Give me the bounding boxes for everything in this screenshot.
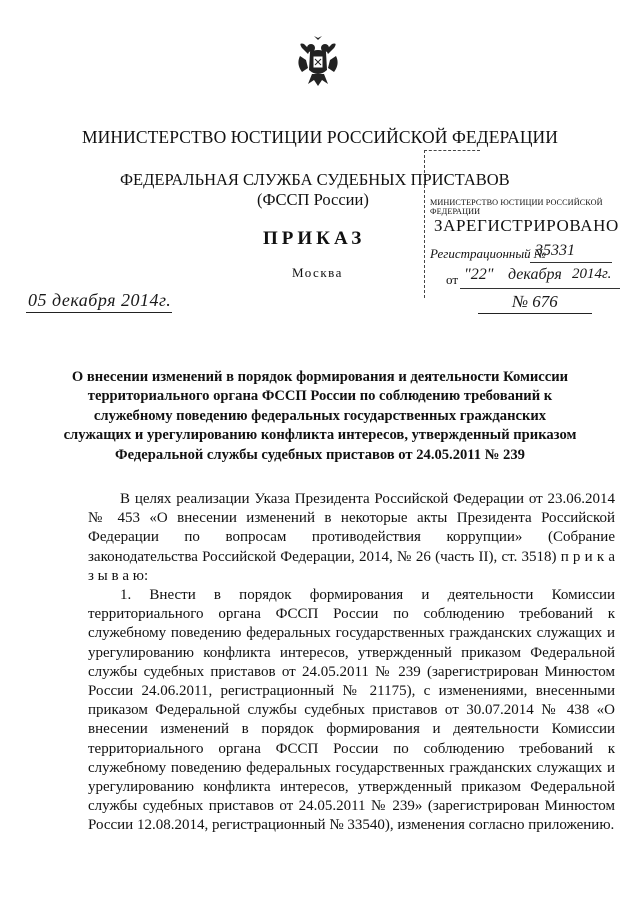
service-abbreviation: (ФССП России) <box>257 190 369 209</box>
stamp-reg-underline <box>530 262 612 263</box>
stamp-border <box>424 150 425 298</box>
stamp-reg-label: Регистрационный № <box>430 246 547 261</box>
stamp-date-underline <box>460 288 620 289</box>
stamp-day: "22" <box>464 266 494 283</box>
stamp-from-label: от <box>446 272 459 287</box>
ministry-name: МИНИСТЕРСТВО ЮСТИЦИИ РОССИЙСКОЙ ФЕДЕРАЦИИ <box>81 127 559 147</box>
city: Москва <box>292 265 343 280</box>
service-name: ФЕДЕРАЛЬНАЯ СЛУЖБА СУДЕБНЫХ ПРИСТАВОВ <box>120 170 510 189</box>
document-type: ПРИКАЗ <box>263 228 366 249</box>
stamp-month: декабря <box>508 266 562 283</box>
document-body <box>88 490 615 836</box>
handwritten-date: 05 декабря 2014г. <box>28 290 172 310</box>
paragraph-preamble: В целях реализации Указа Президента Российской Федерации от 23.06.2014 № 453 «О внесении изменений в некоторые акты Президента Российской Федерации по вопросам противодействия коррупции» (Собрание законодательства Российской Федерации, 2014, № 26 (часть II), ст. 3518) п р и к а з ы в а ю: <box>88 491 615 584</box>
number-underline <box>478 313 592 314</box>
handwritten-number: № 676 <box>512 292 558 311</box>
document-title: О внесении изменений в порядок формирования и деятельности Комиссии территориального органа ФССП России по соблюдению требований к служебному поведению федеральных государственных гражданских служащих и урегулированию конфликта интересов, утвержденный приказом Федеральной службы судебных приставов от 24.05.2011 № 239 <box>63 369 577 463</box>
stamp-reg-number: 35331 <box>535 242 575 259</box>
stamp-status: ЗАРЕГИСТРИРОВАНО <box>434 216 619 235</box>
paragraph-item-1: 1. Внести в порядок формирования и деятельности Комиссии территориального органа ФССП России по соблюдению требований к служебному поведению федеральных государственных гражданских служащих и урегулированию конфликта интересов, утвержденный приказом Федеральной службы судебных приставов от 24.05.2011 № 239 (зарегистрирован Минюстом России 24.06.2011, регистрационный № 21175), с изменениями, внесенными приказом Федеральной службы судебных приставов от 30.07.2014 № 438 «О внесении изменений в порядок формирования и деятельности Комиссии территориального органа ФССП России по соблюдению требований к служебному поведению федеральных государственных гражданских служащих и урегулированию конфликта интересов, утвержденный приказом Федеральной службы судебных приставов от 24.05.2011 № 239» (зарегистрирован Минюстом России 12.08.2014, регистрационный № 33540), изменения согласно приложению. <box>88 587 615 834</box>
date-underline <box>26 312 172 313</box>
russian-coat-of-arms-icon <box>294 34 342 90</box>
stamp-year: 2014г. <box>572 266 612 282</box>
stamp-border-top <box>424 150 480 151</box>
stamp-ministry: МИНИСТЕРСТВО ЮСТИЦИИ РОССИЙСКОЙ ФЕДЕРАЦИИ <box>430 198 603 216</box>
